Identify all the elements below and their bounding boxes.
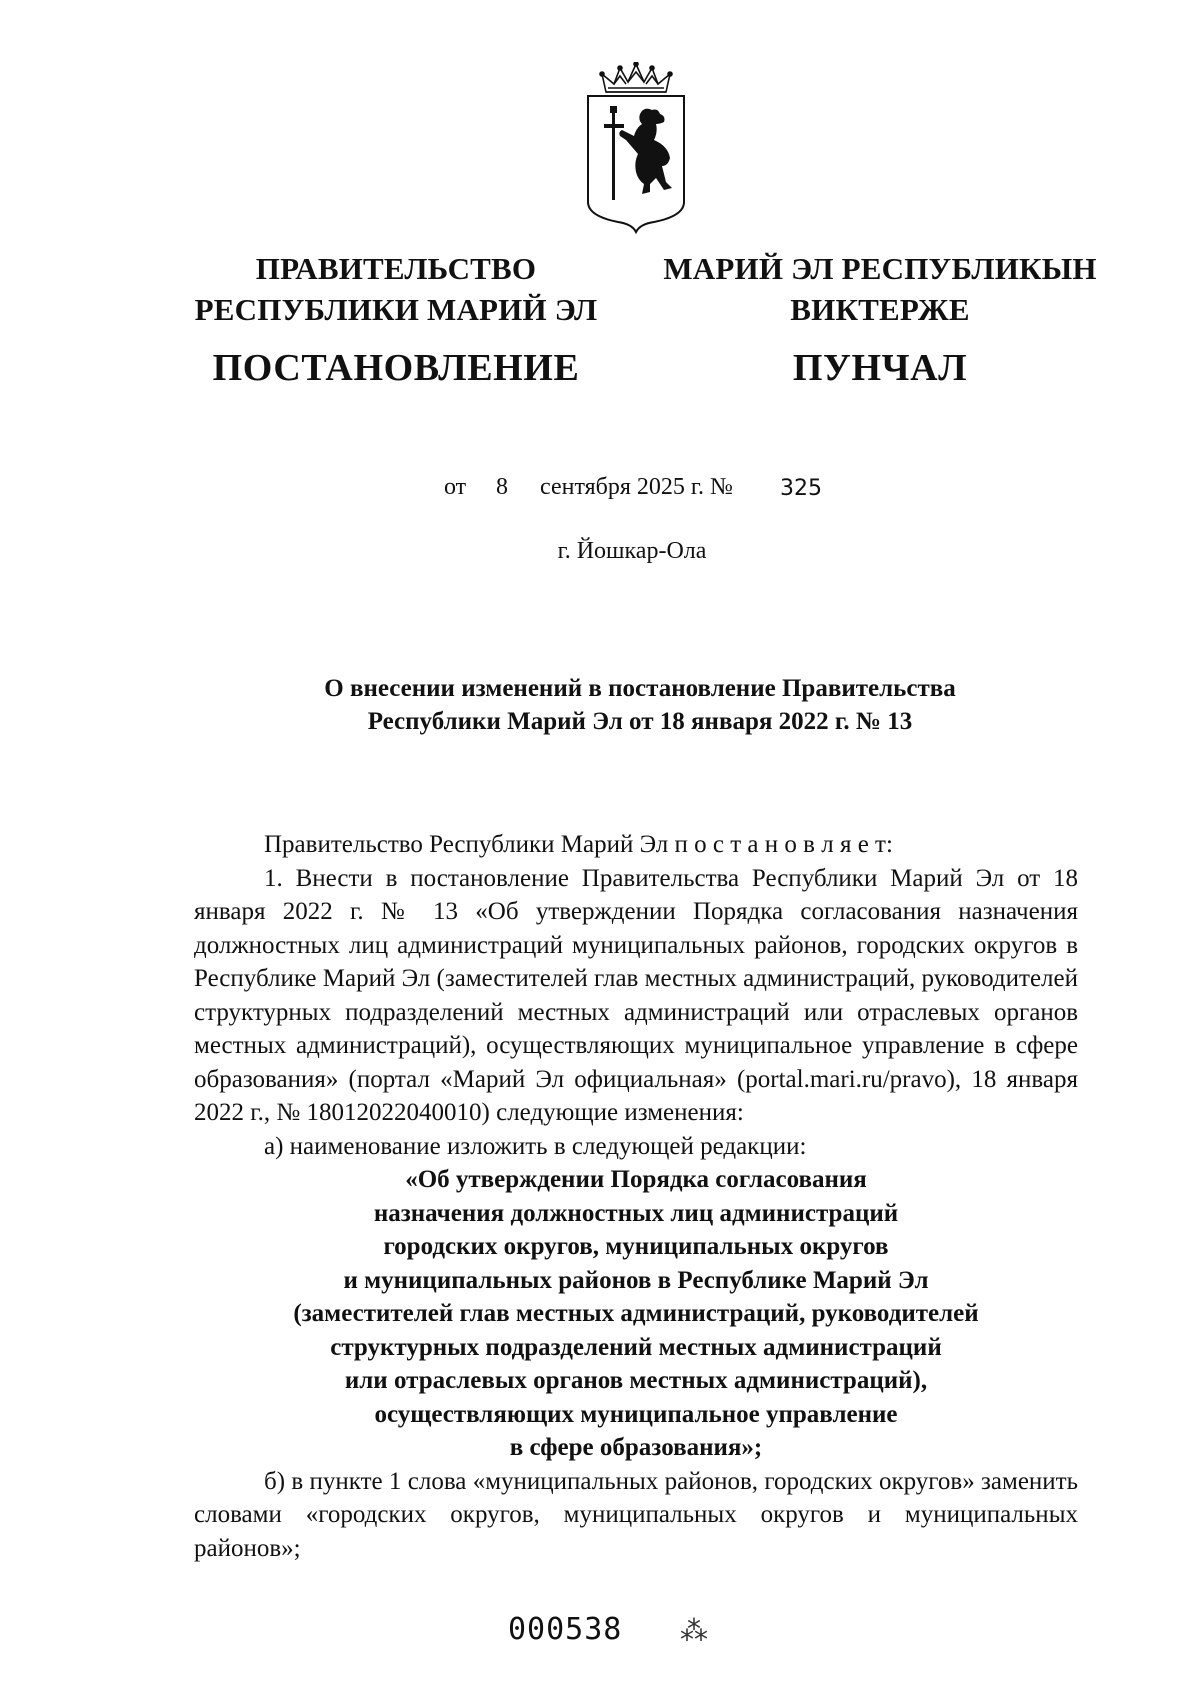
quote-line: назначения должностных лиц администраций (373, 1199, 899, 1227)
quote-line: осуществляющих муниципальное управление (374, 1400, 898, 1428)
document-number: 325 (780, 476, 822, 501)
quote-line: или отраслевых органов местных администраций), (344, 1367, 928, 1394)
asterisk-mark-icon: ⁂ (680, 1614, 708, 1647)
body-intro: Правительство Республики Марий Эл п о с т а н о в л я е т: (264, 831, 893, 858)
coat-of-arms-emblem (584, 62, 688, 234)
body-item-a: а) наименование изложить в следующей редакции: (264, 1132, 807, 1160)
body-item-b: б) в пункте 1 слова «муниципальных районов, городских округов» заменить словами «городских округов, муниципальных округов и муниципальных районов»; (194, 1467, 1078, 1562)
document-title (160, 672, 1120, 738)
quote-line: и муниципальных районов в Республике Марий Эл (343, 1266, 929, 1294)
date-day: 8 (496, 474, 508, 500)
title-line: Республики Марий Эл от 18 января 2022 г. № 13 (367, 708, 913, 735)
quoted-new-name (194, 1163, 1078, 1465)
header-right-line2: ВИКТЕРЖЕ (790, 292, 970, 327)
quote-line: структурных подразделений местных администраций (330, 1333, 942, 1361)
document-body (194, 828, 1078, 1565)
serial-number: 000538 (508, 1612, 623, 1647)
document-type-russian: ПОСТАНОВЛЕНИЕ (212, 347, 580, 389)
quote-line: «Об утверждении Порядка согласования (405, 1166, 867, 1193)
body-item-1: 1. Внести в постановление Правительства Республики Марий Эл от 18 января 2022 г. № 13 «Об утверждении Порядка согласования назначения должностных лиц администраций муниципальных районов, городских округов в Республике Марий Эл (заместителей глав местных администраций, руководителей структурных подразделений местных администраций или отраслевых органов местных администраций), осуществляющих муниципальное управление в сфере образования» (портал «Марий Эл официальная» (portal.mari.ru/pravo), 18 января 2022 г., № 18012022040010) следующие изменения: (194, 864, 1078, 1126)
header-left-line1: ПРАВИТЕЛЬСТВО (255, 251, 537, 286)
header-right-line1: МАРИЙ ЭЛ РЕСПУБЛИКЫН (663, 251, 1097, 286)
document-type-mari: ПУНЧАЛ (792, 347, 968, 389)
header-left-block (176, 248, 616, 392)
quote-line: городских округов, муниципальных округов (383, 1233, 889, 1260)
city-name: г. Йошкар-Ола (557, 538, 707, 564)
quote-line: в сфере образования»; (509, 1434, 763, 1461)
header-right-block (660, 248, 1100, 392)
crown-icon (600, 62, 672, 92)
quote-line: (заместителей глав местных администраций, руководителей (293, 1300, 979, 1327)
header-left-line2: РЕСПУБЛИКИ МАРИЙ ЭЛ (194, 292, 598, 327)
date-prefix: от (444, 474, 467, 500)
title-line: О внесении изменений в постановление Правительства (324, 675, 956, 702)
date-month-year: сентября 2025 г. № (540, 474, 733, 500)
